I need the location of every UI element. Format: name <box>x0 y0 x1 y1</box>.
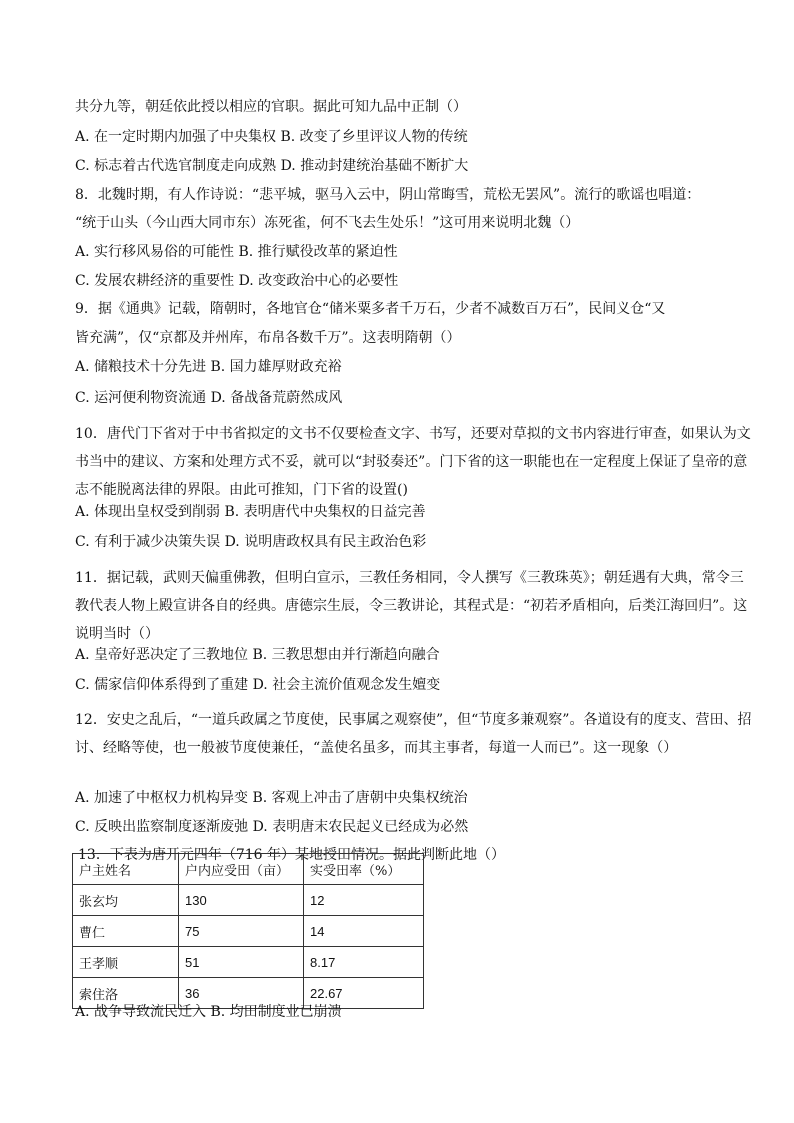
q9-stem-line2: 皆充满”，仅“京都及并州库，布帛各数千万”。这表明隋朝（） <box>75 330 461 346</box>
land-grant-table <box>72 853 424 1009</box>
cell-name: 王孝顺 <box>73 947 179 978</box>
q12-options-cd: C. 反映出监察制度逐渐废弛 D. 表明唐末农民起义已经成为必然 <box>75 819 469 835</box>
q9-options-cd: C. 运河便利物资流通 D. 备战备荒蔚然成风 <box>75 390 343 406</box>
q8-stem-line2: “统于山头（今山西大同市东）冻死雀，何不飞去生处乐！”这可用来说明北魏（） <box>75 215 580 231</box>
q10-options-cd: C. 有利于减少决策失误 D. 说明唐政权具有民主政治色彩 <box>75 534 427 550</box>
cell-due-land: 36 <box>179 978 304 1009</box>
q7-options-ab: A. 在一定时期内加强了中央集权 B. 改变了乡里评议人物的传统 <box>75 129 468 145</box>
cell-name: 曹仁 <box>73 916 179 947</box>
q13-options-ab: A. 战争导致流民迁入 B. 均田制度业已崩溃 <box>75 1004 342 1020</box>
cell-due-land: 51 <box>179 947 304 978</box>
q7-options-cd: C. 标志着古代选官制度走向成熟 D. 推动封建统治基础不断扩大 <box>75 158 469 174</box>
cell-actual-rate: 14 <box>304 916 424 947</box>
q11-options-ab: A. 皇帝好恶决定了三教地位 B. 三教思想由并行渐趋向融合 <box>75 647 440 663</box>
q10-options-ab: A. 体现出皇权受到削弱 B. 表明唐代中央集权的日益完善 <box>75 504 426 520</box>
cell-due-land: 75 <box>179 916 304 947</box>
q12-options-ab: A. 加速了中枢权力机构异变 B. 客观上冲击了唐朝中央集权统治 <box>75 790 468 806</box>
q9-options-ab: A. 储粮技术十分先进 B. 国力雄厚财政充裕 <box>75 359 342 375</box>
q12-stem: 12．安史之乱后，“一道兵政属之节度使，民事属之观察使”，但“节度多兼观察”。各道设有的度支、营田、招讨、经略等使，也一般被节度使兼任，“盖使名虽多，而其主事者，每道一人而已”。这一现象（） <box>75 712 752 756</box>
q8-options-cd: C. 发展农耕经济的重要性 D. 改变政治中心的必要性 <box>75 273 399 289</box>
q11-stem: 11．据记载，武则天偏重佛教，但明白宣示，三教任务相同，令人撰写《三教珠英》；朝廷遇有大典，常令三教代表人物上殿宣讲各自的经典。唐德宗生辰，令三教讲论，其程式是：“初若矛盾相向，后类江海回归”。这说明当时（） <box>75 570 748 642</box>
table-row <box>73 916 424 947</box>
cell-actual-rate: 12 <box>304 885 424 916</box>
table-row <box>73 885 424 916</box>
cell-actual-rate: 22.67 <box>304 978 424 1009</box>
q7-stem-end: 共分九等，朝廷依此授以相应的官职。据此可知九品中正制（） <box>75 99 467 115</box>
header-actual-rate: 实受田率（%） <box>304 854 424 885</box>
cell-actual-rate: 8.17 <box>304 947 424 978</box>
table-header-row <box>73 854 424 885</box>
cell-due-land: 130 <box>179 885 304 916</box>
q13-stem: 13．下表为唐开元四年（716 年）某地授田情况。据此判断此地（） <box>78 847 505 863</box>
q8-options-ab: A. 实行移风易俗的可能性 B. 推行赋役改革的紧迫性 <box>75 244 398 260</box>
header-due-land: 户内应受田（亩） <box>179 854 304 885</box>
cell-name: 索住洛 <box>73 978 179 1009</box>
header-householder: 户主姓名 <box>73 854 179 885</box>
q8-stem-line1: 8．北魏时期，有人作诗说：“悲平城，驱马入云中，阴山常晦雪，荒松无罢风”。流行的歌谣也唱道： <box>75 187 701 203</box>
q10-stem: 10．唐代门下省对于中书省拟定的文书不仅要检查文字、书写，还要对草拟的文书内容进行审查，如果认为文书当中的建议、方案和处理方式不妥，就可以“封驳奏还”。门下省的这一职能也在一定程度上保证了皇帝的意志不能脱离法律的界限。由此可推知，门下省的设置() <box>75 426 751 498</box>
q9-stem-line1: 9．据《通典》记载，隋朝时，各地官仓“储米粟多者千万石，少者不减数百万石”，民间义仓“又 <box>75 301 666 317</box>
table-row <box>73 947 424 978</box>
cell-name: 张玄均 <box>73 885 179 916</box>
q11-options-cd: C. 儒家信仰体系得到了重建 D. 社会主流价值观念发生嬗变 <box>75 677 441 693</box>
